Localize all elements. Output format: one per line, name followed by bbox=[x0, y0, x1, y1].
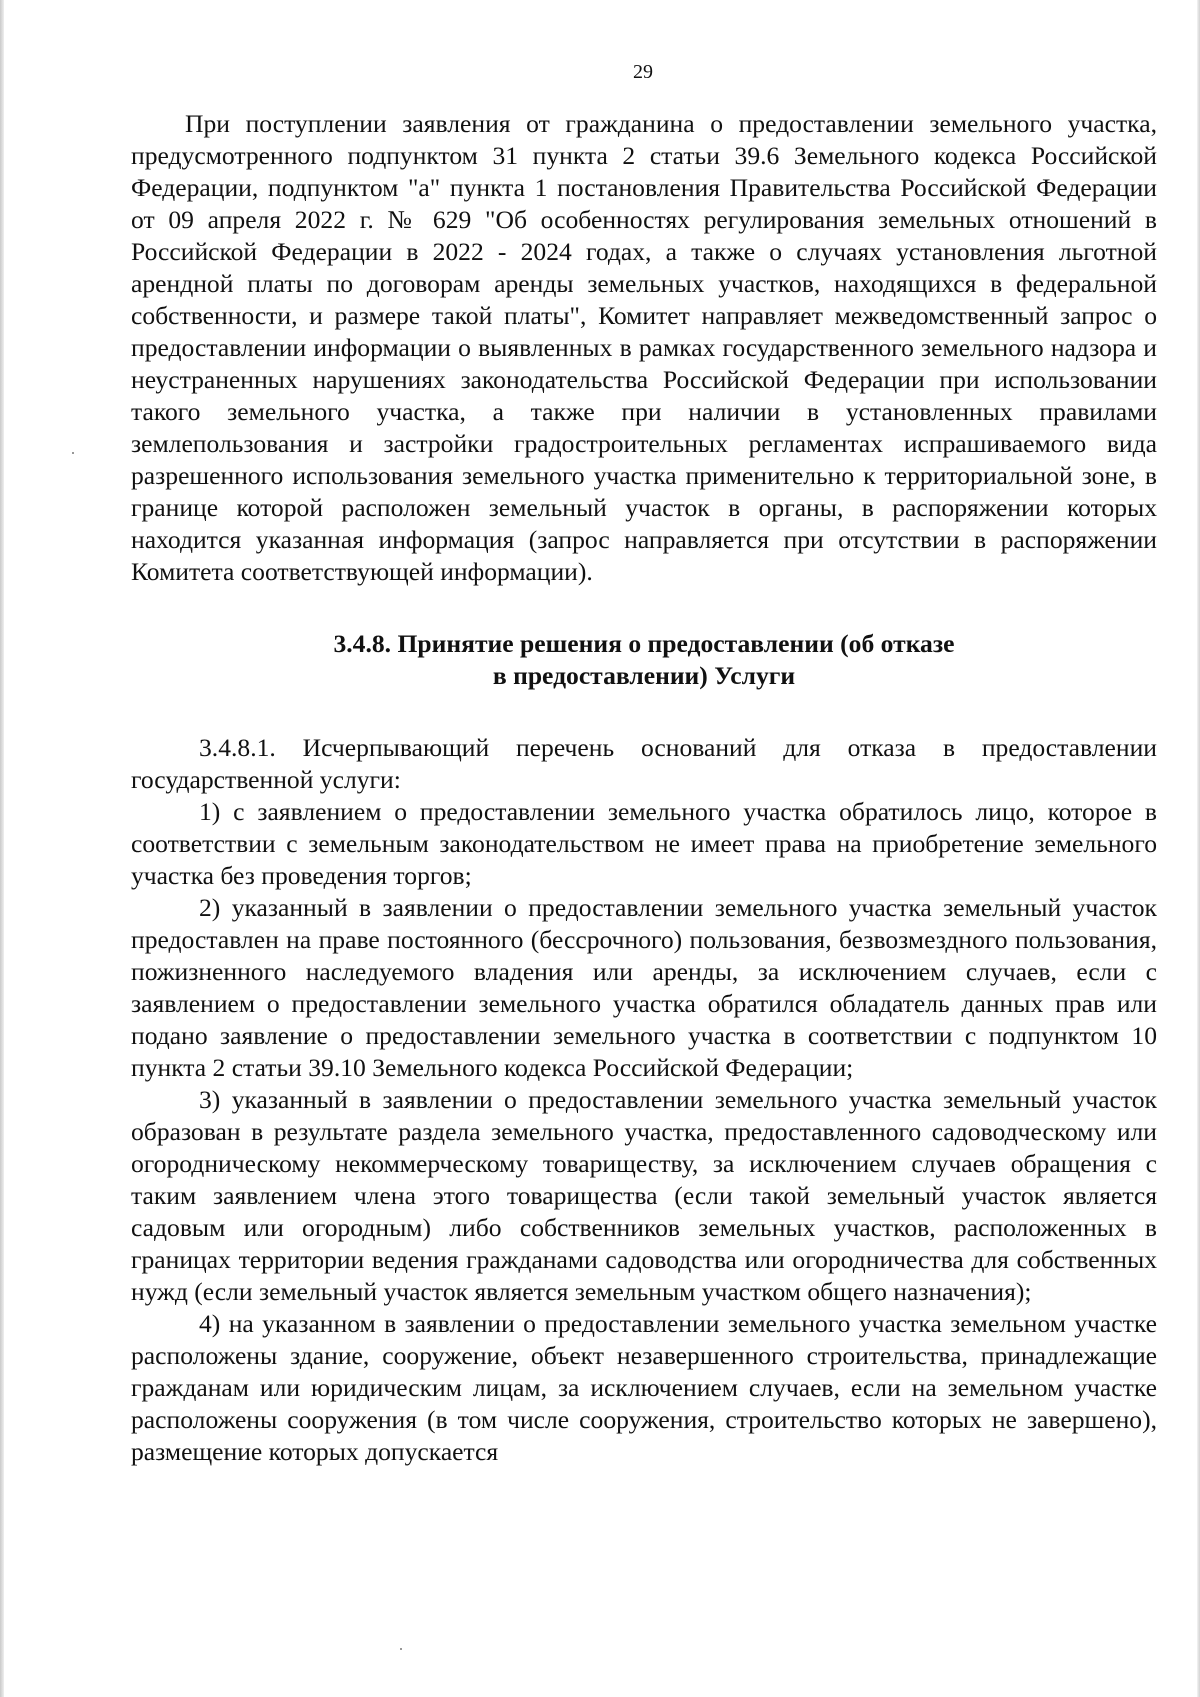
list-item-4: 4) на указанном в заявлении о предоставлении земельного участка земельном участке расположены здание, сооружение, объект незавершенного строительства, принадлежащие гражданам или юридическим лицам, за исключением случаев, если на земельном участке расположены сооружения (в том числе сооружения, строительство которых не завершено), размещение которых допускается bbox=[131, 1309, 1157, 1466]
section-heading bbox=[131, 628, 1157, 692]
scan-speck bbox=[72, 452, 74, 454]
list-item-1: 1) с заявлением о предоставлении земельного участка обратилось лицо, которое в соответствии с земельным законодательством не имеет права на приобретение земельного участка без проведения торгов; bbox=[131, 797, 1157, 890]
list-item-3: 3) указанный в заявлении о предоставлении земельного участка земельный участок образован в результате раздела земельного участка, предоставленного садоводческому или огородническому некоммерческому товариществу, за исключением случаев обращения с таким заявлением члена этого товарищества (если такой земельный участок является садовым или огородным) либо собственников земельных участков, расположенных в границах территории ведения гражданами садоводства или огородничества для собственных нужд (если земельный участок является земельным участком общего назначения); bbox=[131, 1085, 1157, 1306]
page-number: 29 bbox=[633, 61, 653, 83]
intro-paragraph: При поступлении заявления от гражданина о предоставлении земельного участка, предусмотренного подпунктом 31 пункта 2 статьи 39.6 Земельного кодекса Российской Федерации, подпунктом "а" пункта 1 постановления Правительства Российской Федерации от 09 апреля 2022 г. № 629 "Об особенностях регулирования земельных отношений в Российской Федерации в 2022 - 2024 годах, а также о случаях установления льготной арендной платы по договорам аренды земельных участков, находящихся в федеральной собственности, и размере такой платы", Комитет направляет межведомственный запрос о предоставлении информации о выявленных в рамках государственного земельного надзора и неустраненных нарушениях законодательства Российской Федерации при использовании такого земельного участка, а также при наличии в установленных правилами землепользования и застройки градостроительных регламентах испрашиваемого вида разрешенного использования земельного участка применительно к территориальной зоне, в границе которой расположен земельный участок в органы, в распоряжении которых находится указанная информация (запрос направляется при отсутствии в распоряжении Комитета соответствующей информации). bbox=[131, 109, 1157, 586]
document-body bbox=[131, 108, 1157, 1468]
list-item-2: 2) указанный в заявлении о предоставлении земельного участка земельный участок предоставлен на праве постоянного (бессрочного) пользования, безвозмездного пользования, пожизненного наследуемого владения или аренды, за исключением случаев, если с заявлением о предоставлении земельного участка обратился обладатель данных прав или подано заявление о предоставлении земельного участка в соответствии с подпунктом 10 пункта 2 статьи 39.10 Земельного кодекса Российской Федерации; bbox=[131, 893, 1157, 1082]
section-heading-line-2: в предоставлении) Услуги bbox=[492, 661, 796, 690]
clause-intro-paragraph: 3.4.8.1. Исчерпывающий перечень оснований для отказа в предоставлении государственной услуги: bbox=[131, 733, 1157, 794]
section-heading-line-1: 3.4.8. Принятие решения о предоставлении (об отказе bbox=[333, 629, 955, 658]
scan-edge-left bbox=[0, 0, 4, 1697]
scan-speck bbox=[400, 1648, 402, 1650]
